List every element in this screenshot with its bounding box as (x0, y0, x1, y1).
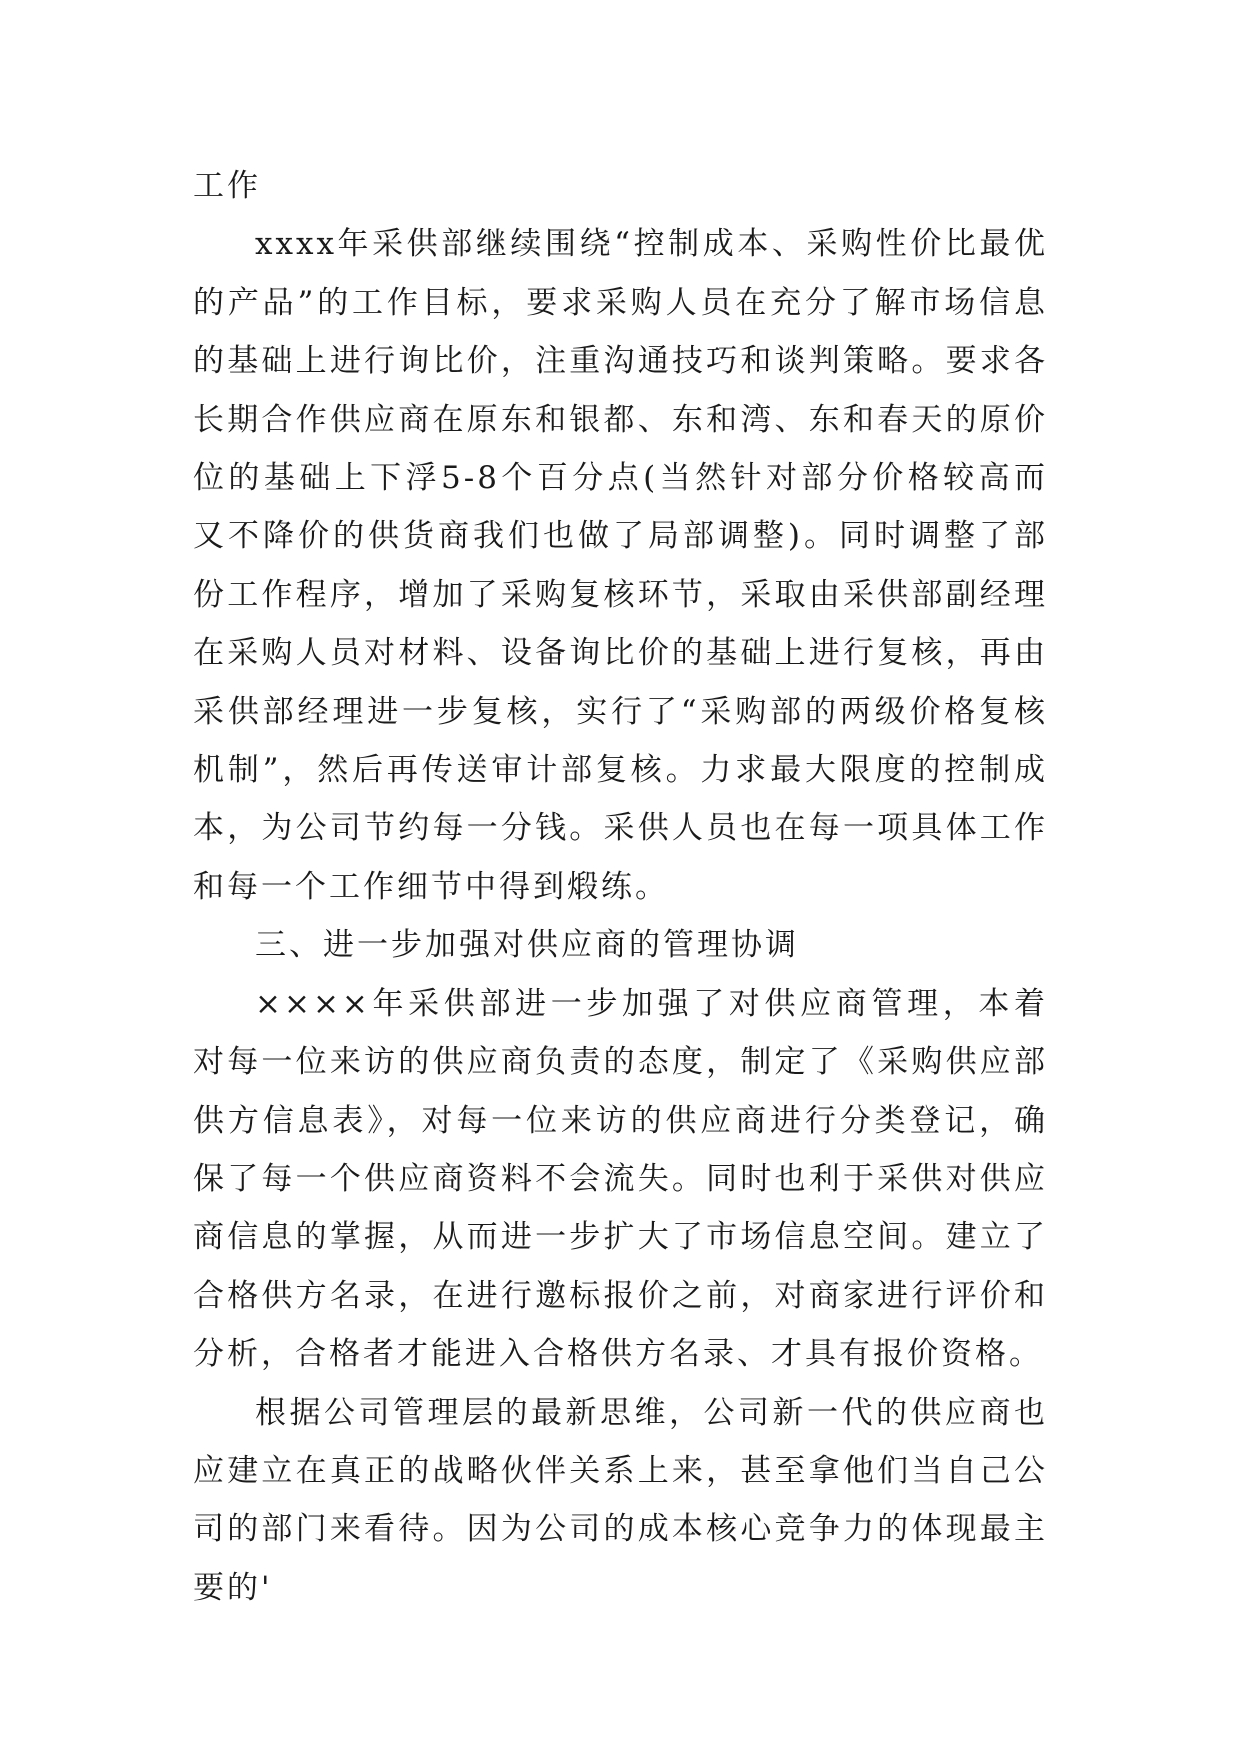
paragraph-supplier-management: ××××年采供部进一步加强了对供应商管理，本着对每一位来访的供应商负责的态度，制定了《采购供应部供方信息表》，对每一位来访的供应商进行分类登记，确保了每一个供应商资料不会流失。同时也利于采供对供应商信息的掌握，从而进一步扩大了市场信息空间。建立了合格供方名录，在进行邀标报价之前，对商家进行评价和分析，合格者才能进入合格供方名录、才具有报价资格。 (193, 985, 1048, 1373)
paragraph-cost-control: xxxx年采供部继续围绕“控制成本、采购性价比最优的产品”的工作目标，要求采购人员在充分了解市场信息的基础上进行询比价，注重沟通技巧和谈判策略。要求各长期合作供应商在原东和银都、东和湾、东和春天的原价位的基础上下浮5-8个百分点(当然针对部分价格较高而又不降价的供货商我们也做了局部调整)。同时调整了部份工作程序，增加了采购复核环节，采取由采供部副经理在采购人员对材料、设备询比价的基础上进行复核，再由采供部经理进一步复核，实行了“采购部的两级价格复核机制”，然后再传送审计部复核。力求最大限度的控制成本，为公司节约每一分钱。采供人员也在每一项具体工作和每一个工作细节中得到煅练。 (193, 226, 1048, 905)
paragraph-continuation: 工作 (193, 168, 261, 204)
section-heading-supplier-management: 三、进一步加强对供应商的管理协调 (255, 927, 799, 964)
paragraph-strategic-partnership: 根据公司管理层的最新思维，公司新一代的供应商也应建立在真正的战略伙伴关系上来，甚至拿他们当自己公司的部门来看待。因为公司的成本核心竞争力的体现最主要的' (193, 1394, 1048, 1606)
document-page (193, 157, 1048, 1617)
